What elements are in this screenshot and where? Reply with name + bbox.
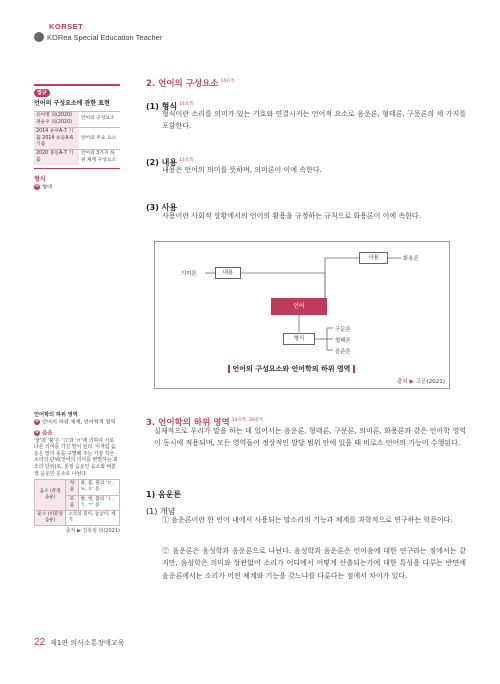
- table-cell: 자음: [66, 480, 78, 495]
- brand-title: KORSET: [49, 22, 84, 31]
- phonology-heading: 1) 음운론: [146, 490, 182, 499]
- table-row: [34, 112, 120, 128]
- bullet-icon: ⊕: [35, 429, 39, 435]
- concept-item-2: ② 음운론은 음성학과 음운론으로 나뉜다. 음성학과 음운론은 언어음에 대한 연구라는 점에서는 같지만, 음성학은 의미와 상관없이 소리가 어디에서 어떻게 산출되는가에 대한 특성을 다루는 반면에 음운론에서는 소리가 어떤 체계와 기능을 갖느냐를 다룬다는 점에서 차이가 있다.: [162, 547, 466, 580]
- table-cell: 발, 벌, 불의 'ㅏ, ㅓ, ㅜ' 등: [78, 495, 119, 510]
- table-cell: 음소 (분절 음운): [35, 480, 66, 511]
- concept-heading: (1) 개념: [146, 507, 176, 516]
- table-cell: 물, 불, 풀의 'ㅁ, ㅂ, ㅍ' 등: [78, 480, 119, 495]
- diagram-caption: 언어의 구성요소와 언어학의 하위 영역: [225, 364, 358, 374]
- bullet-icon: ⊕: [35, 184, 39, 190]
- bullet-icon: ⊕: [35, 419, 39, 425]
- box-language: 언어: [271, 298, 327, 315]
- sidebar-sub-item: ⊕ 언어의 하위 체계, 언어학적 영역: [35, 419, 116, 426]
- section-2-title: 2. 언어의 구성요소 $^{14유특}$: [146, 79, 235, 89]
- table-cell: 언어의 주요 요소: [79, 128, 120, 150]
- table-row: [35, 510, 120, 525]
- brand-subtitle: [34, 32, 162, 42]
- content-heading: (2) 내용 $^{14초특}$: [146, 158, 194, 167]
- phoneme-table: [34, 479, 120, 526]
- sidebar-source: 출처 ▶ 김홍범 외(2021): [65, 528, 120, 535]
- label-semantics: 의미론: [181, 271, 197, 277]
- table-row: [35, 480, 120, 495]
- part-title: 제1편 의사소통장애교육: [50, 639, 125, 647]
- form-paragraph: 형식이란 소리를 의미가 있는 기호와 연결시키는 언어적 요소로 음운론, 형태론, 구문론의 세 가지를 포함한다.: [162, 110, 466, 131]
- sidebar-sub-title: 언어학의 하위 영역: [34, 412, 78, 418]
- content-paragraph: 내용은 언어의 의미를 뜻하며, 의미론이 이에 속한다.: [162, 166, 322, 174]
- table-cell: 2020 중등A-7 기출: [34, 150, 79, 165]
- table-cell: 2014 유아A-7 기출 2014 초등A-6 기출: [34, 128, 79, 150]
- label-syntax: 구문론: [335, 327, 351, 333]
- box-content: 내용: [215, 267, 241, 279]
- table-cell: 언어의 3가지 하위 체계 구성요소: [79, 150, 120, 165]
- concept-item-1: ① 음운론이란 한 언어 내에서 사용되는 말소리의 기능과 체계를 과학적으로 연구하는 학문이다.: [162, 516, 453, 524]
- table-row: [34, 128, 120, 150]
- sidebar-top: [34, 84, 120, 192]
- sidebar-form-title: 형식: [34, 176, 46, 184]
- label-pragmatics: 화용론: [403, 256, 419, 262]
- sidebar-phoneme-text: '물'과 '불'은 'ㅁ'과 'ㅂ'에 의하여 서로 다른 의미를 가진 말이 된다. 이처럼 음운은 말의 뜻을 구별해 주는 가장 작은 소리의 단위(언어의 의미를 변별하는 최소의 단위)로, 분절 음운인 음소와 비분절 음운인 운소로 나뉜다.: [34, 437, 118, 477]
- label-morphology: 형태론: [335, 338, 351, 344]
- sidebar-box: [34, 84, 120, 169]
- sidebar-phoneme-title: ⊕ 음운: [35, 429, 53, 437]
- sidebar-table: [34, 111, 120, 165]
- sidebar-form-item: ⊕ 형태: [35, 184, 53, 191]
- diagram-source: 출처 ▶ 고은(2021): [396, 379, 445, 385]
- page-number: 22: [34, 637, 46, 648]
- label-phonology: 음운론: [335, 349, 351, 355]
- form-heading: (1) 형식 $^{14초특}$: [146, 102, 194, 111]
- box-use: 사용: [359, 252, 388, 264]
- section-3-paragraph: 실제적으로 우리가 말을 하는 데 있어서는 음운론, 형태론, 구문론, 의미론, 화용론과 같은 언어학 영역이 동시에 적용되며, 모든 영역들이 정상적인 발달 범위 안에 있을 때 비로소 언어의 기능이 수행된다.: [154, 427, 466, 448]
- sidebar-box-title: 언어의 구성요소에 관한 표현: [34, 100, 110, 108]
- table-row: [34, 150, 120, 165]
- table-cell: 모음: [66, 495, 78, 510]
- table-cell: 소리의 길이, 높낮이, 세기: [66, 510, 120, 525]
- use-heading: (3) 사용: [146, 203, 178, 212]
- section-3-title: 3. 언어학의 하위 영역 $^{14유특, 20중특}$: [146, 418, 264, 428]
- sidebar-pill: 법규: [34, 89, 50, 97]
- box-form: 형식: [283, 333, 315, 345]
- language-components-diagram: [154, 241, 450, 389]
- table-cell: 유아명 외(2020) 권순우 외(2020): [34, 112, 79, 128]
- sidebar-bottom: [34, 412, 120, 535]
- table-cell: 언어의 구성요소: [79, 112, 120, 128]
- table-cell: 운소 (비분절 음운): [35, 510, 66, 525]
- use-paragraph: 사용이란 사회적 상황에서의 언어의 활용을 규정하는 규칙으로 화용론이 이에 속한다.: [162, 212, 421, 220]
- brand-subtitle-text: KOReа Special Education Teacher: [47, 32, 163, 42]
- logo-icon: [34, 32, 44, 42]
- page-footer: [34, 637, 124, 648]
